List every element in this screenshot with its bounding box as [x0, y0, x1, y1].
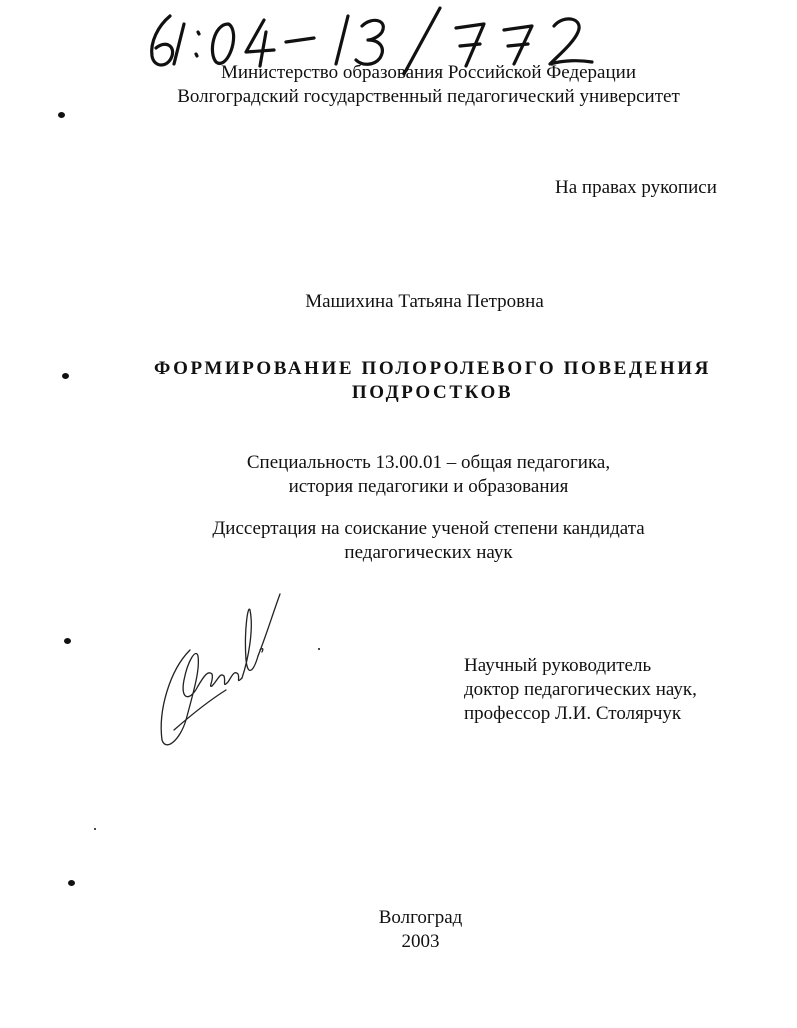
title-line-1: ФОРМИРОВАНИЕ ПОЛОРОЛЕВОГО ПОВЕДЕНИЯ: [154, 358, 711, 379]
rights-note: На правах рукописи: [555, 177, 717, 198]
title-line-2: ПОДРОСТКОВ: [351, 382, 514, 403]
degree-line-2: педагогических наук: [344, 542, 513, 563]
supervisor-degree: доктор педагогических наук,: [464, 679, 697, 700]
scan-speck: [94, 828, 96, 830]
binding-dot: [68, 880, 75, 886]
scientific-supervisor: [464, 654, 697, 726]
binding-dot: [58, 112, 65, 118]
supervisor-role: Научный руководитель: [464, 655, 652, 676]
place-and-year: [22, 906, 797, 954]
city: Волгоград: [378, 907, 463, 928]
handwritten-signature: [150, 590, 295, 755]
specialty-line-2: история педагогики и образования: [288, 476, 569, 497]
ministry-name: Министерство образования Российской Федерации: [221, 62, 636, 83]
degree-statement: [30, 517, 797, 565]
dissertation-title: [34, 357, 797, 405]
institution-header: [30, 61, 797, 109]
year: 2003: [401, 931, 440, 952]
specialty-line-1: Специальность 13.00.01 – общая педагогика,: [246, 452, 611, 473]
binding-dot: [62, 373, 69, 379]
scan-speck: [318, 648, 320, 650]
specialty: [30, 451, 797, 499]
supervisor-name: профессор Л.И. Столярчук: [464, 703, 682, 724]
university-name: Волгоградский государственный педагогический университет: [177, 86, 680, 107]
binding-dot: [64, 638, 71, 644]
degree-line-1: Диссертация на соискание ученой степени кандидата: [212, 518, 645, 539]
author-name: Машихина Татьяна Петровна: [305, 291, 544, 312]
